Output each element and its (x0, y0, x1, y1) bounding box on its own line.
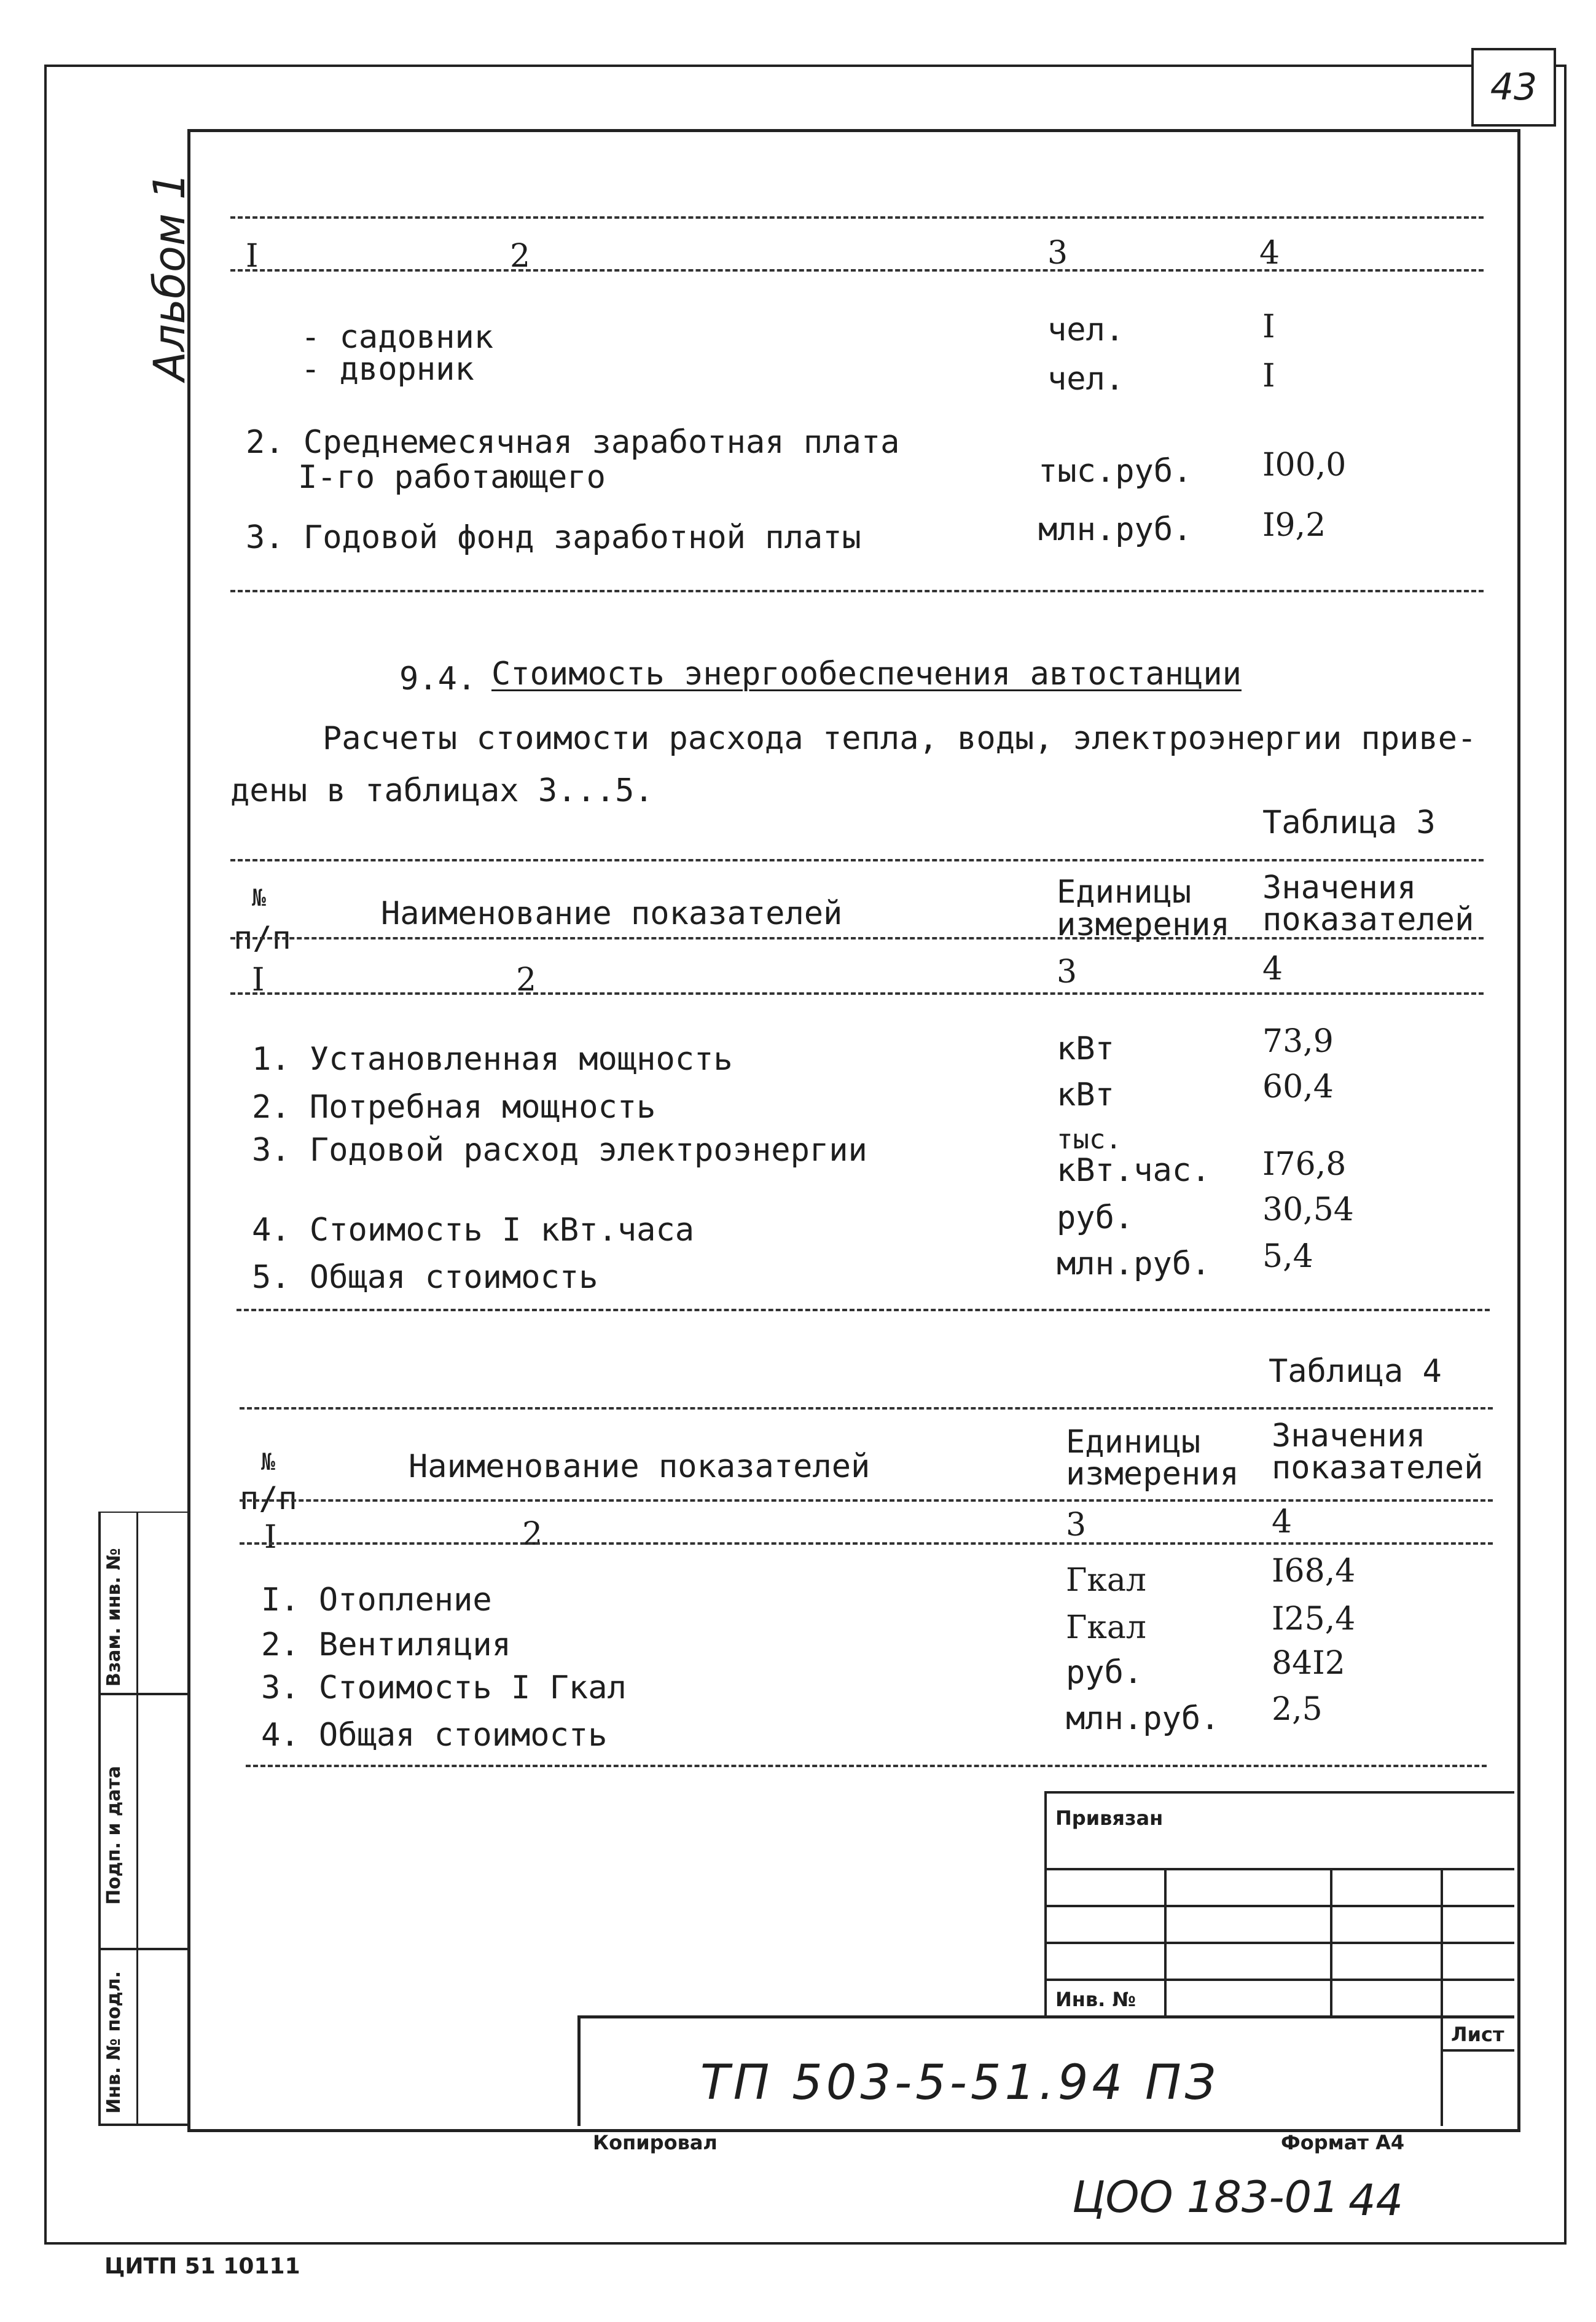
stamp-line (1164, 1868, 1167, 2015)
row-unit: тыс. (1057, 1124, 1122, 1155)
page-number: 43 (1471, 48, 1556, 127)
col-number-4: 4 (1262, 951, 1283, 987)
hdr-unit: измерения (1057, 906, 1230, 943)
row-text: 1. Установленная мощность (252, 1041, 733, 1078)
album-label: Альбом 1 (144, 172, 195, 381)
table4-rule (240, 1542, 1493, 1545)
col-number-4: 4 (1259, 235, 1280, 272)
row-text: 4. Стоимость I кВт.часа (252, 1212, 695, 1249)
side-stamp-border (98, 1512, 101, 2126)
document-designation: ТП 503-5-51.94 ПЗ (700, 2055, 1219, 2111)
section-number: 9.4. (399, 661, 477, 697)
row-value: I00,0 (1262, 447, 1347, 484)
stamp-line (1044, 1791, 1514, 1794)
hdr-number: п/п (240, 1480, 297, 1517)
row-text: I. Отопление (261, 1582, 492, 1618)
row-unit: тыс.руб. (1038, 453, 1192, 490)
stamp-line (1044, 1979, 1514, 1981)
format-label: Формат А4 (1281, 2131, 1405, 2154)
row-unit: руб. (1057, 1199, 1134, 1236)
hdr-value: Значения (1272, 1418, 1426, 1454)
hdr-unit: Единицы (1057, 874, 1192, 911)
hdr-unit: Единицы (1066, 1424, 1201, 1461)
vzam-inv-label: Взам. инв. № (103, 1548, 125, 1687)
row-text: 3. Стоимость I Гкал (261, 1669, 627, 1706)
row-unit-continuation: кВт.час. (1057, 1152, 1211, 1189)
handwritten-sheet: 44 (1348, 2175, 1404, 2226)
hdr-number: п/п (233, 920, 291, 957)
row-unit: кВт (1057, 1030, 1114, 1067)
hdr-name: Наименование показателей (409, 1448, 870, 1485)
row-text: - дворник (301, 351, 474, 388)
stamp-line (1441, 2015, 1443, 2126)
row-text: 5. Общая стоимость (252, 1259, 598, 1296)
stamp-line (1044, 1942, 1514, 1944)
row-value: 5,4 (1262, 1238, 1313, 1275)
paragraph-line: дены в таблицах 3...5. (230, 772, 654, 809)
hdr-name: Наименование показателей (381, 895, 843, 932)
side-stamp-divider (98, 1693, 187, 1695)
inv-podl-label: Инв. № подл. (103, 1971, 125, 2114)
table3-rule (230, 859, 1484, 861)
side-stamp-divider (136, 1512, 138, 2126)
row-text: 2. Вентиляция (261, 1626, 511, 1663)
col-number-2: 2 (522, 1516, 543, 1553)
table4-rule (246, 1765, 1487, 1767)
stamp-line (1441, 2049, 1514, 2052)
col-number-3: 3 (1066, 1507, 1087, 1543)
row-unit: Гкал (1066, 1562, 1146, 1599)
hdr-unit: измерения (1066, 1456, 1239, 1492)
row-value: I76,8 (1262, 1146, 1347, 1183)
row-value: I (1262, 308, 1275, 345)
col-number-1: I (264, 1519, 277, 1556)
row-value: I (1262, 358, 1275, 394)
row-unit: кВт (1057, 1077, 1114, 1113)
row-unit: Гкал (1066, 1609, 1146, 1646)
hdr-number-sign: № (252, 884, 266, 911)
section-title: Стоимость энергообеспечения автостанции (491, 656, 1242, 692)
list-label: Лист (1451, 2023, 1504, 2046)
top-table-rule (230, 590, 1484, 592)
col-number-3: 3 (1057, 954, 1078, 990)
row-text: - садовник (301, 319, 494, 356)
row-value: 84I2 (1272, 1645, 1345, 1682)
hdr-number-sign: № (261, 1448, 275, 1475)
table3-caption: Таблица 3 (1262, 804, 1436, 841)
podp-data-label: Подп. и дата (103, 1765, 125, 1905)
row-value: 2,5 (1272, 1691, 1323, 1728)
stamp-line (1441, 1868, 1443, 2015)
row-value: I25,4 (1272, 1601, 1356, 1638)
side-stamp-divider (98, 1948, 187, 1950)
row-text: 2. Среднемесячная заработная плата (246, 424, 900, 461)
table4-caption: Таблица 4 (1269, 1353, 1442, 1390)
row-unit: руб. (1066, 1654, 1143, 1691)
row-value: 30,54 (1262, 1191, 1354, 1228)
row-unit: млн.руб. (1038, 511, 1192, 548)
col-number-3: 3 (1047, 235, 1068, 272)
table3-rule (230, 992, 1484, 995)
row-text: 3. Годовой фонд заработной платы (246, 519, 861, 556)
stamp-line (1044, 1791, 1047, 2015)
col-number-1: I (246, 238, 259, 275)
col-number-2: 2 (510, 238, 531, 275)
privyazan-label: Привязан (1055, 1806, 1164, 1830)
paragraph-line: Расчеты стоимости расхода тепла, воды, электроэнергии приве- (323, 720, 1477, 757)
footer-code: ЦИТП 51 10111 (104, 2254, 300, 2279)
stamp-line (1044, 1905, 1514, 1907)
row-text: 4. Общая стоимость (261, 1717, 608, 1754)
hdr-value: показателей (1262, 901, 1474, 938)
inv-no-label: Инв. № (1055, 1988, 1136, 2011)
col-number-1: I (252, 962, 265, 998)
row-unit: млн.руб. (1066, 1700, 1220, 1737)
row-value: 60,4 (1262, 1069, 1334, 1105)
row-unit: чел. (1047, 312, 1125, 348)
col-number-4: 4 (1272, 1504, 1293, 1540)
row-value: I9,2 (1262, 507, 1326, 544)
side-stamp-divider (98, 2124, 187, 2126)
stamp-line (1330, 1868, 1332, 2015)
handwritten-code: ЦОО 183-01 (1072, 2172, 1339, 2222)
top-table-rule (230, 216, 1484, 219)
stamp-line (1044, 1868, 1514, 1870)
hdr-value: показателей (1272, 1449, 1484, 1486)
row-text: 2. Потребная мощность (252, 1089, 656, 1126)
row-value: I68,4 (1272, 1553, 1356, 1590)
col-number-2: 2 (516, 962, 537, 998)
table4-rule (240, 1499, 1493, 1502)
row-text: 3. Годовой расход электроэнергии (252, 1132, 867, 1169)
top-table-rule (230, 269, 1484, 272)
table4-rule (240, 1407, 1493, 1410)
hdr-value: Значения (1262, 869, 1417, 906)
table3-rule (237, 1309, 1490, 1311)
table3-rule (230, 937, 1484, 939)
row-text-continuation: I-го работающего (298, 459, 606, 496)
kopiroval-label: Копировал (593, 2131, 718, 2154)
row-unit: чел. (1047, 361, 1125, 398)
row-value: 73,9 (1262, 1023, 1334, 1060)
side-stamp-top (98, 1512, 187, 1514)
row-unit: млн.руб. (1057, 1245, 1211, 1282)
